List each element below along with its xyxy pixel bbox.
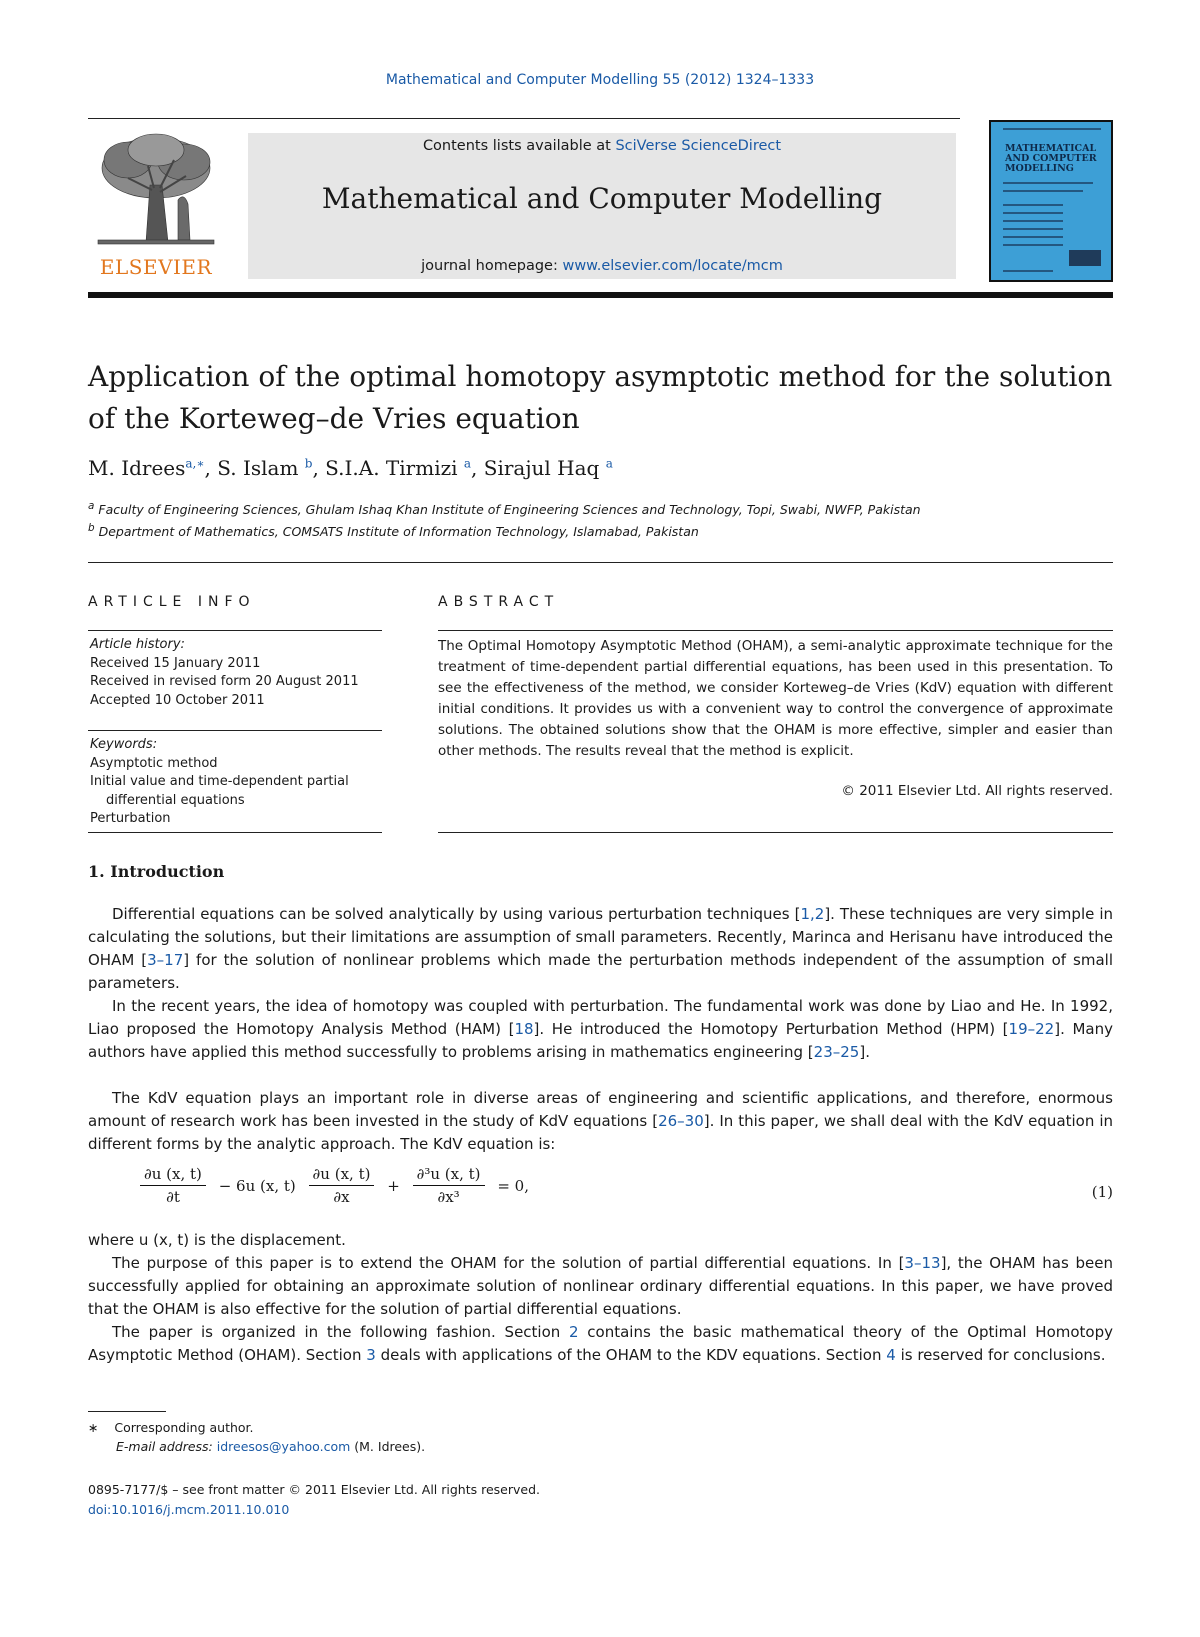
- intro-paragraph: [88, 903, 1113, 995]
- citation-link[interactable]: 26–30: [658, 1112, 704, 1130]
- homepage-line: [248, 258, 956, 274]
- elsevier-wordmark: ELSEVIER: [99, 255, 213, 279]
- cover-bar: [1003, 236, 1063, 238]
- history-label: Article history:: [90, 637, 185, 652]
- affiliation-text: Faculty of Engineering Sciences, Ghulam Ishaq Khan Institute of Engineering Sciences and Technology, Topi, Swabi, NWFP, Pakistan: [98, 502, 921, 518]
- abstract-rule: [438, 630, 1113, 631]
- homepage-prefix: journal homepage:: [421, 258, 563, 274]
- affiliation-text: Department of Mathematics, COMSATS Institute of Information Technology, Islamabad, Pakistan: [98, 524, 699, 540]
- author-name: S.I.A. Tirmizi: [325, 456, 458, 480]
- text-run: ] for the solution of nonlinear problems which made the perturbation methods independent of the assumption of small parameters.: [88, 951, 1113, 992]
- journal-name: Mathematical and Computer Modelling: [321, 182, 883, 215]
- author-affil-mark[interactable]: a,∗: [185, 456, 205, 471]
- abstract-heading: ABSTRACT: [438, 594, 560, 610]
- text-run: The paper is organized in the following fashion. Section: [112, 1323, 570, 1341]
- keyword-item: Asymptotic method: [90, 755, 218, 771]
- text-run: ], the OHAM has been successfully applied for obtaining an approximate solution of nonlinear ordinary differential equations. In this paper, we have proved that the OHAM is also effective for the solution of partial differential equations.: [88, 1254, 1113, 1318]
- contents-line: [248, 138, 956, 154]
- text-run: contains the basic mathematical theory of the Optimal Homotopy Asymptotic Method (OHAM). Section: [88, 1323, 1113, 1364]
- text-run: deals with applications of the OHAM to the KDV equations. Section: [375, 1346, 887, 1364]
- author-list: M. Idrees$^{a,∗}$, S. Islam $^b$, S.I.A. Tirmizi $^a$, Sirajul Haq $^a$: [88, 456, 613, 480]
- info-rule: [88, 630, 382, 631]
- author-name: Sirajul Haq: [483, 456, 600, 480]
- cover-bar: [1003, 270, 1053, 272]
- history-item: Received 15 January 2011: [90, 655, 261, 671]
- equation-term: − 6u (x, t): [218, 1176, 296, 1195]
- fraction-numerator: ∂u (x, t): [309, 1165, 375, 1186]
- history-item: Received in revised form 20 August 2011: [90, 674, 359, 689]
- section-link[interactable]: 2: [569, 1323, 579, 1341]
- intro-paragraph: [88, 1252, 1113, 1321]
- cover-bar: [1003, 244, 1063, 246]
- intro-paragraph: where u (x, t) is the displacement.: [88, 1231, 346, 1249]
- intro-paragraph: [88, 995, 1113, 1064]
- keyword-item: Perturbation: [90, 811, 171, 826]
- citation-link[interactable]: 19–22: [1008, 1020, 1055, 1038]
- cover-bar: [1003, 182, 1093, 184]
- cover-bar: [1003, 128, 1101, 130]
- section-link[interactable]: 4: [886, 1346, 896, 1364]
- text-run: The purpose of this paper is to extend the OHAM for the solution of partial differential equations. In [: [112, 1254, 905, 1272]
- text-run: is reserved for conclusions.: [895, 1346, 1106, 1364]
- abstract-text: The Optimal Homotopy Asymptotic Method (OHAM), a semi-analytic approximate technique for the treatment of time-dependent partial differential equations, has been used in this presentation. To see the effectiveness of the method, we consider Korteweg–de Vries (KdV) equation with different initial conditions. It provides us with a convenient way to control the convergence of approximate solutions. The obtained solutions show that the OHAM is more effective, simpler and easier than other methods. The results reveal that the method is explicit.: [438, 638, 1113, 759]
- text-run: ]. He introduced the Homotopy Perturbation Method (HPM) [: [533, 1020, 1009, 1038]
- text-run: ]. In this paper, we shall deal with the KdV equation in different forms by the analytic approach. The KdV equation is:: [88, 1112, 1114, 1153]
- keyword-item: differential equations: [106, 792, 245, 808]
- issn-line: 0895-7177/$ – see front matter © 2011 Elsevier Ltd. All rights reserved.: [88, 1482, 540, 1497]
- citation-link[interactable]: 1,2: [800, 905, 825, 923]
- email-label: E-mail address:: [116, 1439, 217, 1454]
- kdv-equation: [140, 1165, 1113, 1225]
- equation-operator: +: [387, 1176, 400, 1195]
- equation-number: (1): [1091, 1183, 1113, 1201]
- fraction-denominator: ∂t: [166, 1188, 180, 1206]
- info-rule: [88, 730, 382, 731]
- citation-link[interactable]: 3–13: [904, 1254, 941, 1272]
- intro-paragraph: [88, 1321, 1113, 1367]
- journal-homepage-link[interactable]: www.elsevier.com/locate/mcm: [562, 258, 783, 274]
- cover-badge: [1069, 250, 1101, 266]
- text-run: Differential equations can be solved analytically by using various perturbation techniques [: [112, 905, 801, 923]
- email-link[interactable]: idreesos@yahoo.com: [216, 1439, 351, 1454]
- text-run: The KdV equation plays an important role in diverse areas of engineering and scientific applications, and therefore, enormous amount of research work has been invested in the study of KdV equations [: [88, 1089, 1113, 1130]
- journal-cover-thumbnail: [989, 120, 1113, 282]
- footnote-mark: ∗: [88, 1420, 99, 1435]
- info-rule: [88, 832, 382, 833]
- equation-rhs: = 0,: [497, 1176, 529, 1195]
- affiliation-mark: a: [88, 500, 95, 512]
- cover-bar: [1003, 228, 1063, 230]
- text-run: In the recent years, the idea of homotopy was coupled with perturbation. The fundamental work was done by Liao and He. In 1992, Liao proposed the Homotopy Analysis Method (HAM) [: [88, 997, 1113, 1038]
- front-matter: [88, 1480, 540, 1520]
- article-info-heading: ARTICLE INFO: [88, 594, 256, 610]
- affiliation-a: [88, 500, 921, 517]
- fraction: [140, 1165, 206, 1206]
- header-rule-thick: [88, 292, 1113, 298]
- footnote-label: Corresponding author.: [114, 1420, 254, 1435]
- intro-paragraph: [88, 1087, 1113, 1156]
- affiliation-b: [88, 522, 699, 539]
- cover-bar: [1003, 220, 1063, 222]
- cover-bar: [1003, 212, 1063, 214]
- citation-link[interactable]: 18: [514, 1020, 534, 1038]
- section-link[interactable]: 3: [366, 1346, 376, 1364]
- contents-prefix: Contents lists available at: [422, 138, 616, 154]
- author-affil-mark[interactable]: a: [463, 456, 472, 471]
- doi-link[interactable]: doi:10.1016/j.mcm.2011.10.010: [88, 1502, 290, 1517]
- author-affil-mark[interactable]: b: [304, 456, 313, 471]
- author-name: M. Idrees: [88, 456, 186, 480]
- citation-link[interactable]: 3–17: [147, 951, 184, 969]
- abstract-rule: [438, 832, 1113, 833]
- fraction: [413, 1165, 485, 1206]
- header-rule: [88, 118, 960, 119]
- cover-title: MATHEMATICAL AND COMPUTER MODELLING: [1005, 143, 1097, 174]
- footnote-rule: [88, 1411, 166, 1412]
- keywords: [90, 736, 382, 829]
- citation-link[interactable]: 23–25: [813, 1043, 860, 1061]
- history-item: Accepted 10 October 2011: [90, 692, 265, 708]
- fraction-numerator: ∂³u (x, t): [413, 1165, 485, 1186]
- fraction-denominator: ∂x³: [437, 1188, 460, 1206]
- article-title: Application of the optimal homotopy asymptotic method for the solution of the Korteweg–de Vries equation: [88, 360, 1113, 435]
- journal-reference[interactable]: Mathematical and Computer Modelling 55 (2012) 1324–1333: [385, 72, 815, 88]
- introduction-heading: 1. Introduction: [88, 862, 225, 881]
- article-history: [90, 636, 382, 710]
- affiliation-mark: b: [88, 522, 95, 534]
- keyword-item: Initial value and time-dependent partial: [90, 774, 349, 789]
- text-run: ].: [859, 1043, 870, 1061]
- cover-bar: [1003, 204, 1063, 206]
- text-run: ]. These techniques are very simple in calculating the solutions, but their limitations are assumption of small parameters. Recently, Marinca and Herisanu have introduced the OHAM [: [88, 905, 1114, 969]
- text-run: ]. Many authors have applied this method successfully to problems arising in mathematics engineering [: [88, 1020, 1113, 1061]
- author-name: S. Islam: [217, 456, 299, 480]
- fraction-numerator: ∂u (x, t): [140, 1165, 206, 1186]
- fraction-denominator: ∂x: [333, 1188, 350, 1206]
- author-affil-mark[interactable]: a: [605, 456, 613, 471]
- sciencedirect-link[interactable]: SciVerse ScienceDirect: [615, 138, 782, 154]
- cover-bar: [1003, 190, 1083, 192]
- footnote: [88, 1418, 425, 1456]
- fraction: [309, 1165, 375, 1206]
- abstract-copyright: © 2011 Elsevier Ltd. All rights reserved.: [841, 783, 1113, 799]
- keywords-label: Keywords:: [90, 737, 158, 752]
- section-rule: [88, 562, 1113, 563]
- email-suffix: (M. Idrees).: [350, 1439, 426, 1454]
